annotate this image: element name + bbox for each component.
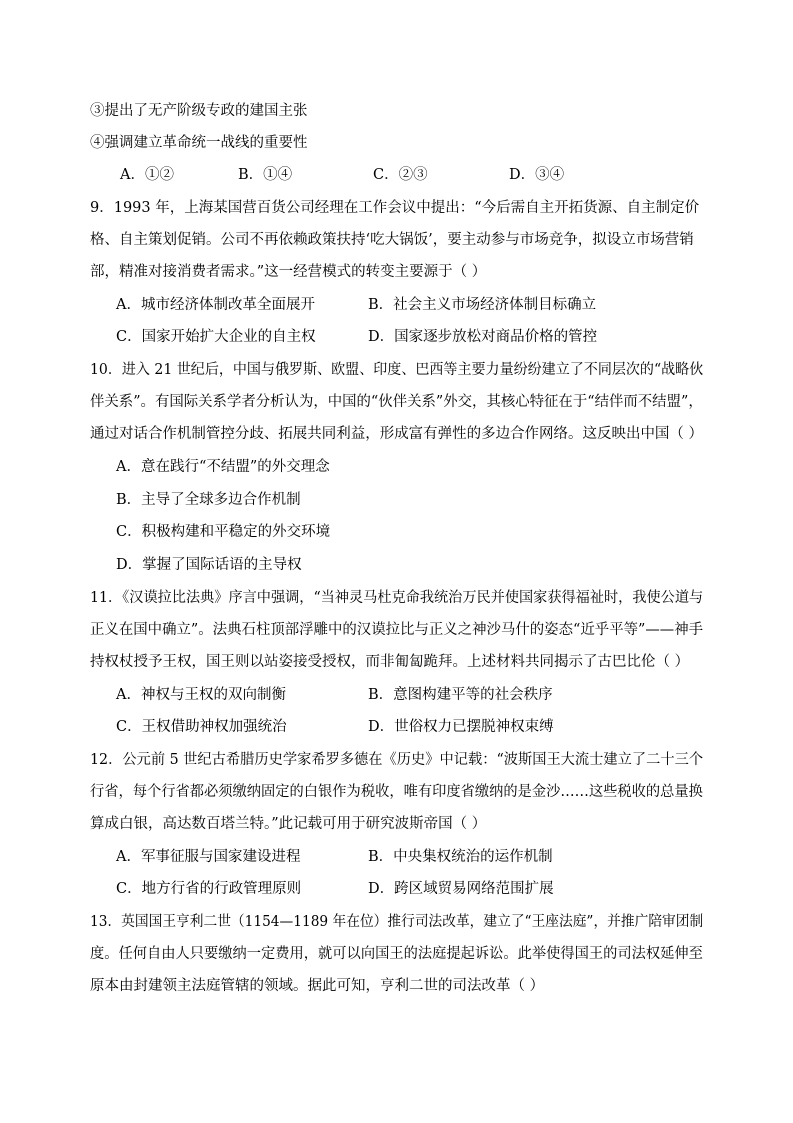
q13-stem-line-2: 度。任何自由人只要缴纳一定费用，就可以向国王的法庭提起诉讼。此举使得国王的司法权延伸至 — [90, 946, 703, 962]
q13-stem-line-1: 13．英国国王亨利二世（1154—1189 年在位）推行司法改革，建立了“王座法庭”，并推广陪审团制 — [90, 914, 704, 930]
q8-option-d[interactable]: D．③④ — [509, 167, 565, 183]
q8-option-c[interactable]: C．②③ — [373, 167, 428, 183]
q10-stem-line-2: 伴关系”。有国际关系学者分析认为，中国的“伙伴关系”外交，其核心特征在于“结伴而不结盟”， — [90, 394, 703, 410]
q10-option-d[interactable]: D．掌握了国际话语的主导权 — [116, 557, 302, 573]
q9-option-b[interactable]: B．社会主义市场经济体制目标确立 — [368, 297, 597, 313]
statement-4: ④强调建立革命统一战线的重要性 — [90, 135, 308, 151]
q9-stem-line-2: 格、自主策划促销。公司不再依赖政策扶持‘吃大锅饭’，要主动参与市场竞争，拟设立市场营销 — [90, 232, 694, 248]
q9-option-d[interactable]: D．国家逐步放松对商品价格的管控 — [368, 329, 598, 345]
q11-stem-line-2: 正义在国中确立”。法典石柱顶部浮雕中的汉谟拉比与正义之神沙马什的姿态“近乎平等”——神手 — [90, 622, 704, 638]
q8-option-a[interactable]: A．①② — [120, 167, 174, 183]
q12-option-b[interactable]: B．中央集权统治的运作机制 — [368, 849, 553, 865]
q10-stem-line-1: 10．进入 21 世纪后，中国与俄罗斯、欧盟、印度、巴西等主要力量纷纷建立了不同层次的“战略伙 — [90, 362, 704, 378]
q12-option-c[interactable]: C．地方行省的行政管理原则 — [116, 881, 302, 897]
q10-option-c[interactable]: C．积极构建和平稳定的外交环境 — [116, 524, 331, 540]
q9-stem-line-1: 9．1993 年，上海某国营百货公司经理在工作会议中提出：“今后需自主开拓货源、自主制定价 — [90, 200, 700, 216]
q9-option-a[interactable]: A．城市经济体制改革全面展开 — [116, 297, 315, 313]
q11-option-a[interactable]: A．神权与王权的双向制衡 — [116, 687, 286, 703]
q11-option-d[interactable]: D．世俗权力已摆脱神权束缚 — [368, 719, 554, 735]
q11-stem-line-3: 持权杖授予王权，国王则以站姿接受授权，而非匍匐跪拜。上述材料共同揭示了古巴比伦（ ） — [90, 654, 690, 670]
q10-option-a[interactable]: A．意在践行“不结盟”的外交理念 — [116, 459, 330, 475]
q12-stem-line-3: 算成白银，高达数百塔兰特。”此记载可用于研究波斯帝国（ ） — [90, 816, 487, 832]
q12-stem-line-1: 12．公元前 5 世纪古希腊历史学家希罗多德在《历史》中记载：“波斯国王大流士建立了二十三个 — [90, 752, 704, 768]
q9-option-c[interactable]: C．国家开始扩大企业的自主权 — [116, 329, 316, 345]
q10-stem-line-3: 通过对话合作机制管控分歧、拓展共同利益，形成富有弹性的多边合作网络。这反映出中国（ ） — [90, 426, 703, 442]
q11-option-b[interactable]: B．意图构建平等的社会秩序 — [368, 687, 553, 703]
statement-3: ③提出了无产阶级专政的建国主张 — [90, 103, 308, 119]
q13-stem-line-3: 原本由封建领主法庭管辖的领域。据此可知，亨利二世的司法改革（ ） — [90, 978, 545, 994]
q8-option-b[interactable]: B．①④ — [238, 167, 293, 183]
q12-option-a[interactable]: A．军事征服与国家建设进程 — [116, 849, 301, 865]
q11-option-c[interactable]: C．王权借助神权加强统治 — [116, 719, 287, 735]
q9-stem-line-3: 部，精准对接消费者需求。”这一经营模式的转变主要源于（ ） — [90, 264, 487, 280]
q11-stem-line-1: 11．《汉谟拉比法典》序言中强调，“当神灵马杜克命我统治万民并使国家获得福祉时，我使公道与 — [90, 590, 704, 606]
q10-option-b[interactable]: B．主导了全球多边合作机制 — [116, 492, 301, 508]
q12-option-d[interactable]: D．跨区域贸易网络范围扩展 — [368, 881, 554, 897]
q12-stem-line-2: 行省，每个行省都必须缴纳固定的白银作为税收，唯有印度省缴纳的是金沙……这些税收的总量换 — [90, 784, 703, 800]
